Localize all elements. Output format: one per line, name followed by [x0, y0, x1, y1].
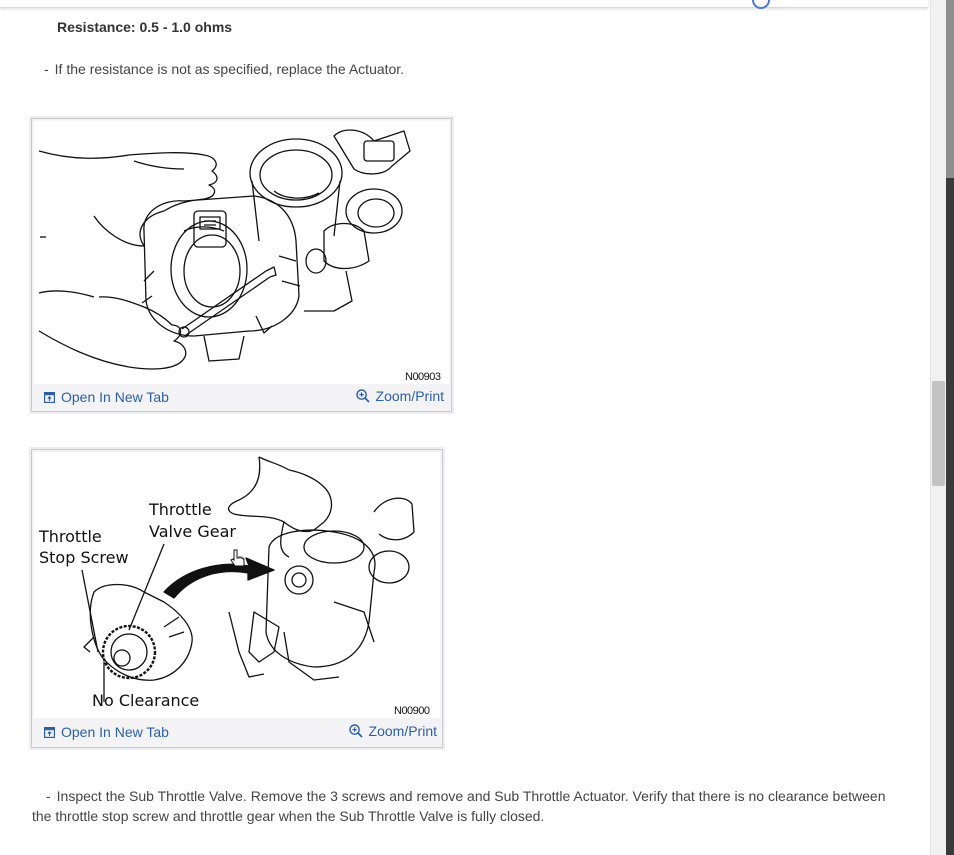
inspection-paragraph	[32, 786, 902, 826]
zoom-print-link[interactable]	[349, 723, 437, 739]
figure-image[interactable]	[34, 121, 449, 384]
top-bar	[0, 0, 928, 8]
resistance-note	[44, 61, 404, 77]
zoom-in-icon	[349, 724, 363, 738]
window-edge	[946, 0, 954, 855]
zoom-print-label: Zoom/Print	[375, 388, 444, 404]
throttle-gear-illustration	[34, 452, 440, 718]
open-in-new-tab-link[interactable]	[44, 389, 169, 405]
valve-gear-label-1: Throttle	[149, 500, 212, 519]
open-in-new-tab-label: Open In New Tab	[61, 724, 169, 740]
figure-image[interactable]	[34, 452, 440, 718]
window-edge-highlight	[946, 0, 954, 178]
vertical-scrollbar[interactable]	[930, 0, 947, 855]
open-in-new-tab-label: Open In New Tab	[61, 389, 169, 405]
zoom-print-label: Zoom/Print	[368, 723, 437, 739]
paragraph-dash: -	[46, 788, 51, 804]
hand-pointer-cursor	[231, 550, 244, 566]
open-in-new-tab-link[interactable]	[44, 724, 169, 740]
note-dash: -	[44, 61, 49, 77]
scrollbar-thumb[interactable]	[932, 381, 945, 486]
stop-screw-label-2: Stop Screw	[39, 548, 129, 567]
no-clearance-label: No Clearance	[92, 691, 200, 710]
resistance-spec: Resistance: 0.5 - 1.0 ohms	[57, 19, 233, 35]
figure-code: N00900	[394, 705, 430, 717]
open-in-new-tab-icon	[44, 727, 55, 738]
figure-code: N00903	[405, 371, 441, 383]
zoom-print-link[interactable]	[356, 388, 444, 404]
stop-screw-label-1: Throttle	[39, 527, 102, 546]
figure-throttle-stop-screw	[31, 449, 443, 748]
zoom-in-icon	[356, 389, 370, 403]
paragraph-text: Inspect the Sub Throttle Valve. Remove the 3 screws and remove and Sub Throttle Actuator. Verify that there is no clearance between the throttle stop screw and throttle gear when the Sub Throttle Valve is fully closed.	[32, 788, 886, 824]
toolbar-circle-icon[interactable]	[752, 0, 770, 9]
note-text: If the resistance is not as specified, replace the Actuator.	[54, 61, 405, 77]
valve-gear-label-2: Valve Gear	[149, 522, 236, 541]
open-in-new-tab-icon	[44, 392, 55, 403]
figure-actuator-resistance	[31, 118, 452, 412]
actuator-illustration	[34, 121, 449, 384]
